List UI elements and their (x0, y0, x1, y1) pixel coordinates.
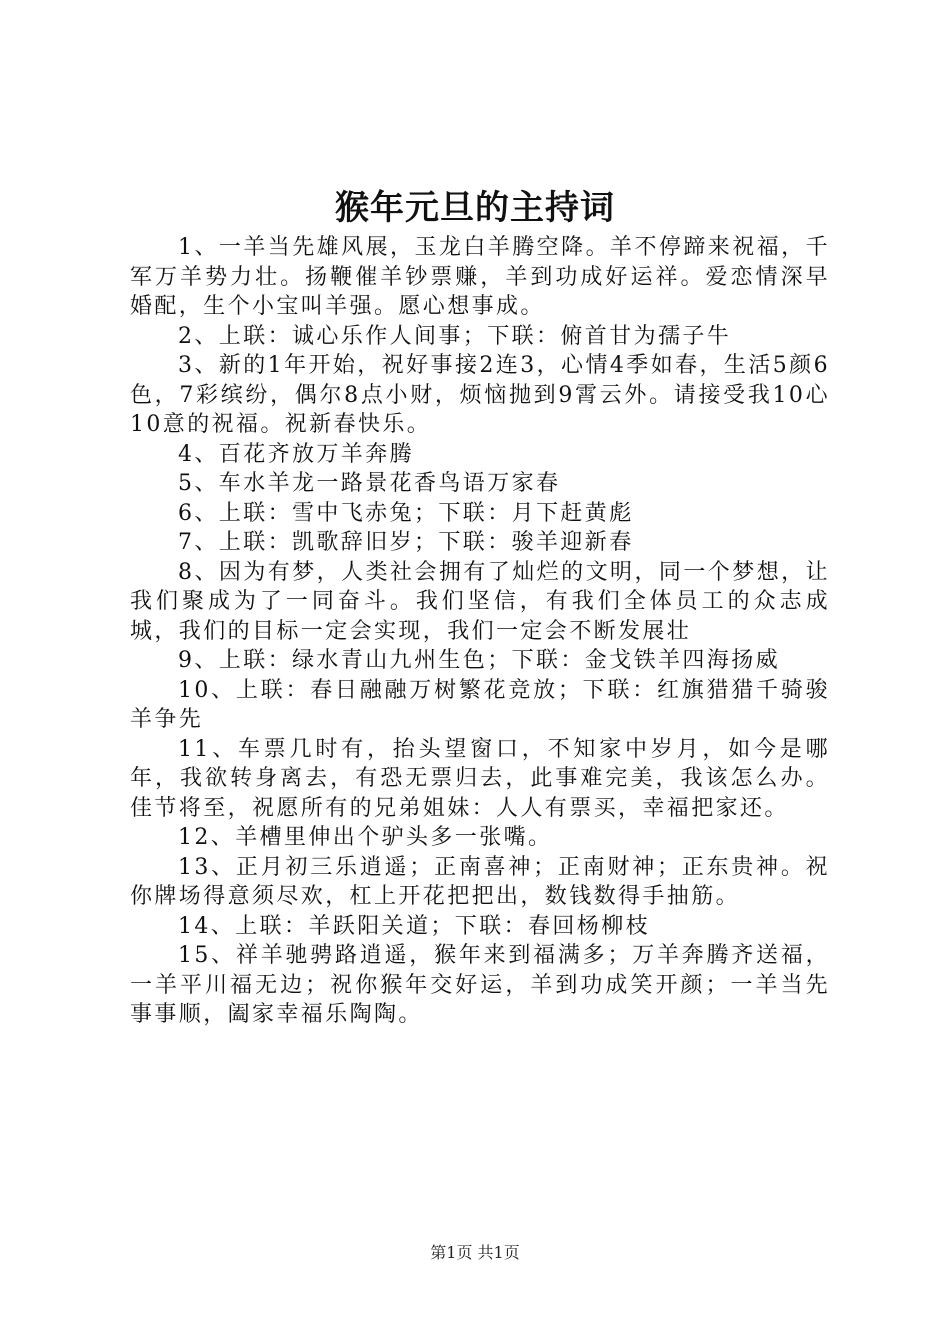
paragraph-15: 15、祥羊驰骋路逍遥，猴年来到福满多；万羊奔腾齐送福，一羊平川福无边；祝你猴年交好运，羊到功成笑开颜；一羊当先事事顺，阖家幸福乐陶陶。 (130, 943, 830, 1027)
paragraph-8: 8、因为有梦，人类社会拥有了灿烂的文明，同一个梦想，让我们聚成为了一同奋斗。我们坚信，有我们全体员工的众志成城，我们的目标一定会实现，我们一定会不断发展壮 (130, 559, 830, 644)
paragraph-7: 7、上联：凯歌辞旧岁；下联：骏羊迎新春 (178, 530, 634, 555)
document-body (130, 233, 830, 1030)
paragraph-11: 11、车票几时有，抬头望窗口，不知家中岁月，如今是哪年，我欲转身离去，有恐无票归去，此事难完美，我该怎么办。佳节将至，祝愿所有的兄弟姐妹：人人有票买，幸福把家还。 (130, 736, 830, 821)
paragraph-13: 13、正月初三乐逍遥；正南喜神；正南财神；正东贵神。祝你牌场得意须尽欢，杠上开花把把出，数钱数得手抽筋。 (130, 854, 830, 909)
paragraph-10: 10、上联：春日融融万树繁花竞放；下联：红旗猎猎千骑骏羊争先 (130, 677, 830, 732)
paragraph-12: 12、羊槽里伸出个驴头多一张嘴。 (178, 825, 553, 850)
paragraph-1: 1、一羊当先雄风展，玉龙白羊腾空降。羊不停蹄来祝福，千军万羊势力壮。扬鞭催羊钞票赚，羊到功成好运祥。爱恋情深早婚配，生个小宝叫羊强。愿心想事成。 (130, 235, 830, 319)
paragraph-9: 9、上联：绿水青山九州生色；下联：金戈铁羊四海扬威 (178, 648, 780, 673)
paragraph-3: 3、新的1年开始，祝好事接2连3，心情4季如春，生活5颜6色，7彩缤纷，偶尔8点小财，烦恼抛到9霄云外。请接受我10心10意的祝福。祝新春快乐。 (130, 353, 830, 437)
paragraph-6: 6、上联：雪中飞赤兔；下联：月下赶黄彪 (178, 500, 634, 526)
paragraph-14: 14、上联：羊跃阳关道；下联：春回杨柳枝 (178, 913, 650, 939)
paragraph-2: 2、上联：诚心乐作人间事；下联：俯首甘为孺子牛 (178, 323, 732, 349)
paragraph-4: 4、百花齐放万羊奔腾 (178, 441, 414, 467)
paragraph-5: 5、车水羊龙一路景花香鸟语万家春 (178, 471, 561, 496)
document-title: 猴年元旦的主持词 (335, 188, 615, 228)
page-footer: 第1页 共1页 (430, 1243, 520, 1262)
